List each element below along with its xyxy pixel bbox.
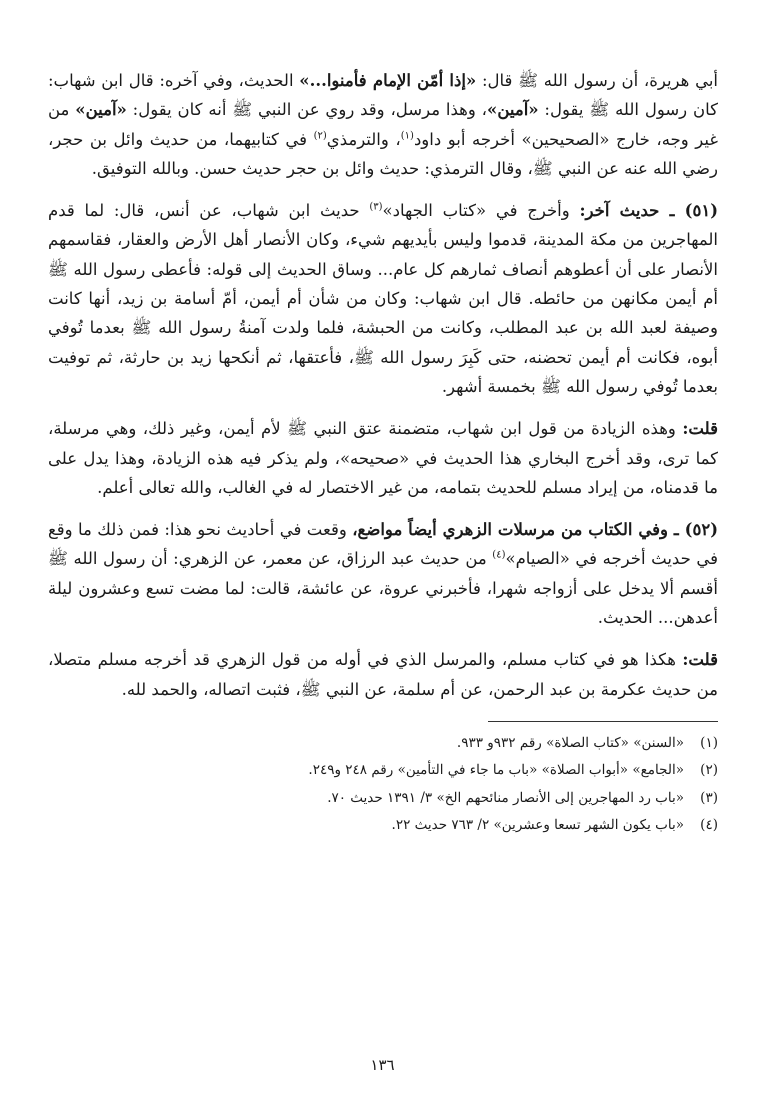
footnote-separator bbox=[488, 721, 718, 722]
footnote-reference: (٢) bbox=[313, 130, 327, 142]
footnote-number: (١) bbox=[700, 734, 718, 751]
text-run: الحديث، وفي آخره: قال ابن شهاب: كان رسول الله ﷺ يقول: bbox=[48, 71, 718, 120]
paragraph bbox=[48, 196, 718, 401]
text-run: هكذا هو في كتاب مسلم، والمرسل الذي في أوله من قول الزهري قد أخرجه مسلم متصلا، من حديث عكرمة بن عبد الرحمن، عن أم سلمة، عن النبي ﷺ، فثبت اتصاله، والحمد لله. bbox=[48, 650, 718, 699]
emphasized-text: «إذا أمّن الإمام فأمنوا...» bbox=[299, 71, 477, 90]
paragraph bbox=[48, 414, 718, 502]
emphasized-text: «آمين» bbox=[487, 100, 539, 120]
footnote-number: (٢) bbox=[700, 762, 718, 779]
page-number: ١٣٦ bbox=[370, 1056, 395, 1074]
footnote-item bbox=[48, 757, 718, 785]
text-run: من غير وجه، خارج «الصحيحين» أخرجه أبو داود bbox=[48, 100, 718, 149]
footnotes bbox=[48, 730, 718, 840]
paragraph-lead: قلت: bbox=[682, 650, 718, 670]
paragraph-lead: (٥١) ـ حديث آخر: bbox=[579, 201, 718, 221]
footnote-text: «الجامع» «أبواب الصلاة» «باب ما جاء في التأمين» رقم ٢٤٨ و٢٤٩. bbox=[308, 762, 684, 779]
paragraph bbox=[48, 645, 718, 704]
paragraph-lead: قلت: bbox=[682, 419, 718, 439]
footnote-reference: (١) bbox=[400, 130, 414, 142]
footnote-number: (٣) bbox=[700, 789, 718, 806]
footnote-item bbox=[48, 785, 718, 813]
emphasized-text: «آمين» bbox=[75, 100, 127, 120]
text-run: وهذه الزيادة من قول ابن شهاب، متضمنة عتق النبي ﷺ لأم أيمن، وغير ذلك، وهي مرسلة، كما ترى، وقد أخرج البخاري هذا الحديث في «صحيحه»، ولم يذكر فيه هذه الزيادة، وهذا يدل على ما قدمناه، من إيراد مسلم للحديث بتمامه، من غير الاختصار له في الغالب، والله تعالى أعلم. bbox=[48, 419, 718, 497]
text-run: وأخرج في «كتاب الجهاد» bbox=[382, 201, 580, 221]
footnote-item bbox=[48, 730, 718, 758]
text-run: أبي هريرة، أن رسول الله ﷺ قال: bbox=[476, 71, 719, 90]
main-text bbox=[48, 66, 718, 704]
footnote-reference: (٣) bbox=[369, 201, 383, 213]
text-run: وقعت في أحاديث نحو هذا: فمن ذلك ما وقع في حديث أخرجه في «الصيام» bbox=[48, 520, 718, 569]
footnote-text: «السنن» «كتاب الصلاة» رقم ٩٣٢و ٩٣٣. bbox=[456, 734, 684, 751]
text-run: في كتابيهما، من حديث وائل بن حجر، رضي الله عنه عن النبي ﷺ، وقال الترمذي: حديث وائل بن حجر حديث حسن. وبالله التوفيق. bbox=[48, 129, 718, 178]
footnote-item bbox=[48, 812, 718, 840]
footnote-reference: (٤) bbox=[492, 549, 506, 561]
text-run: من حديث عبد الرزاق، عن معمر، عن الزهري: أن رسول الله ﷺ أقسم ألا يدخل على أزواجه شهرا، فأخبرني عروة، عن عائشة، قالت: لما مضت تسع وعشرون ليلة أعدهن... الحديث. bbox=[48, 549, 718, 628]
text-run: ، وهذا مرسل، وقد روي عن النبي ﷺ أنه كان يقول: bbox=[126, 100, 487, 120]
paragraph bbox=[48, 66, 718, 183]
footnote-text: «باب رد المهاجرين إلى الأنصار منائحهم الخ» ٣/ ١٣٩١ حديث ٧٠. bbox=[327, 789, 684, 806]
paragraph bbox=[48, 515, 718, 632]
text-run: حديث ابن شهاب، عن أنس، قال: لما قدم المهاجرين من مكة المدينة، قدموا وليس بأيديهم شيء، وكان الأنصار أهل الأرض والعقار، فقاسمهم الأنصار على أن أعطوهم أنصاف ثمارهم كل عام... وساق الحديث إلى قوله: فأعطى رسول الله ﷺ أم أيمن مكانهن من حائطه. قال ابن شهاب: وكان من شأن أم أيمن، أمّ أسامة بن زيد، أنها كانت وصيفة لعبد الله بن عبد المطلب، وكانت من الحبشة، فلما ولدت آمنةُ رسول الله ﷺ بعدما تُوفي أبوه، فكانت أم أيمن تحضنه، حتى كَبِرَ رسول الله ﷺ، فأعتقها، ثم أنكحها زيد بن حارثة، ثم توفيت بعدما تُوفي رسول الله ﷺ بخمسة أشهر. bbox=[48, 201, 718, 396]
footnote-text: «باب يكون الشهر تسعا وعشرين» ٢/ ٧٦٣ حديث ٢٢. bbox=[391, 817, 684, 834]
paragraph-lead: (٥٢) ـ وفي الكتاب من مرسلات الزهري أيضاً مواضع، bbox=[352, 520, 718, 540]
text-run: ، والترمذي bbox=[326, 129, 401, 149]
footnote-number: (٤) bbox=[700, 817, 718, 834]
